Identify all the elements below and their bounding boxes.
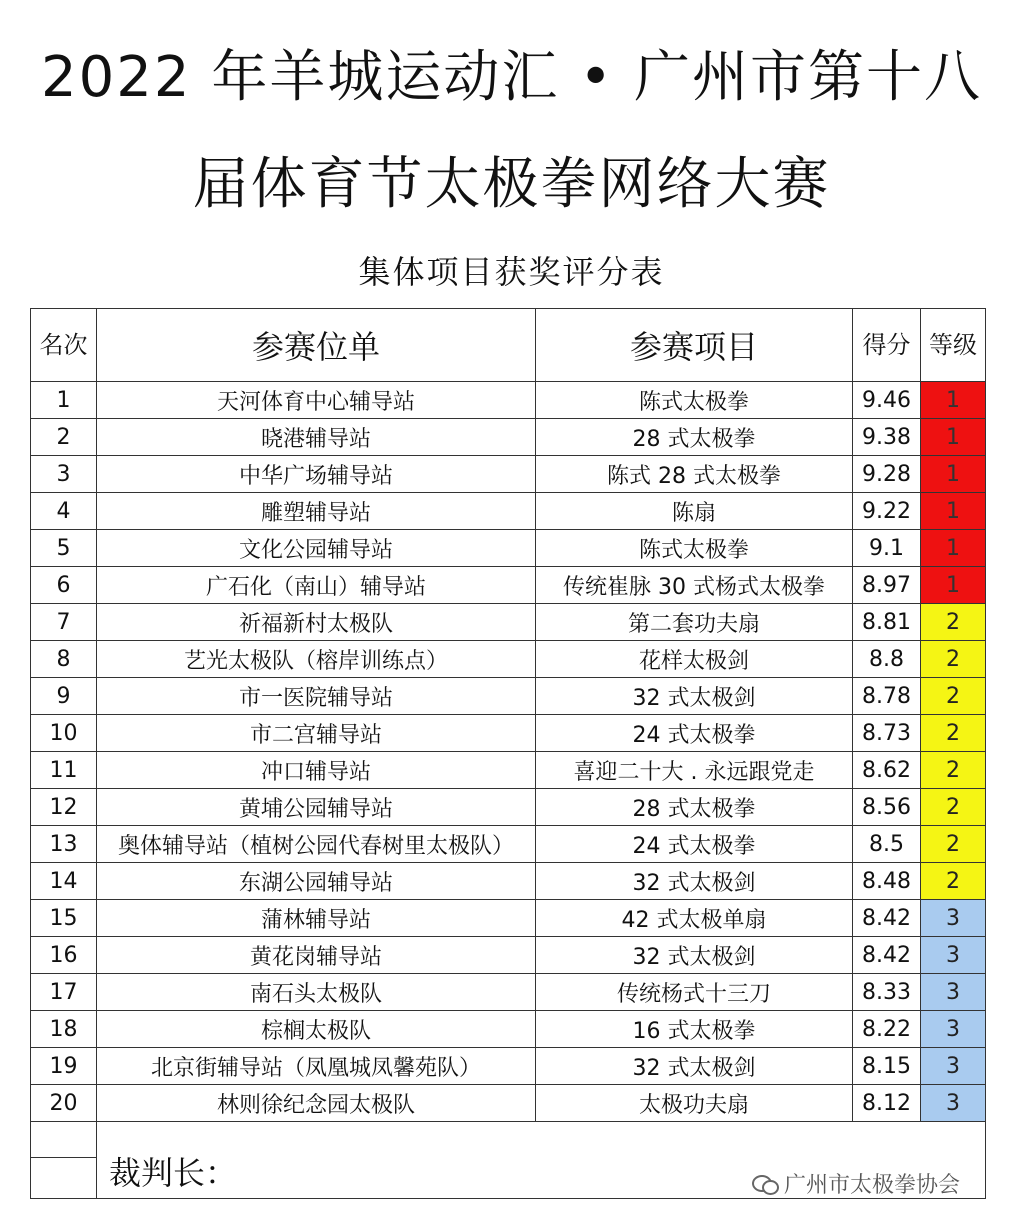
score-cell: 8.56 xyxy=(853,789,921,826)
unit-cell: 蒲林辅导站 xyxy=(97,900,536,937)
table-row xyxy=(31,752,986,789)
rank-cell: 18 xyxy=(31,1011,97,1048)
unit-cell: 南石头太极队 xyxy=(97,974,536,1011)
unit-cell: 林则徐纪念园太极队 xyxy=(97,1085,536,1122)
table-row xyxy=(31,567,986,604)
table-row xyxy=(31,900,986,937)
table-row xyxy=(31,789,986,826)
table-row xyxy=(31,604,986,641)
rank-cell: 10 xyxy=(31,715,97,752)
table-row xyxy=(31,715,986,752)
rank-cell: 7 xyxy=(31,604,97,641)
score-cell: 8.81 xyxy=(853,604,921,641)
grade-cell: 1 xyxy=(921,530,986,567)
rank-cell: 17 xyxy=(31,974,97,1011)
score-cell: 8.22 xyxy=(853,1011,921,1048)
grade-cell: 2 xyxy=(921,678,986,715)
grade-cell: 2 xyxy=(921,752,986,789)
rank-cell: 20 xyxy=(31,1085,97,1122)
grade-cell: 3 xyxy=(921,1011,986,1048)
event-cell: 传统杨式十三刀 xyxy=(536,974,853,1011)
score-cell: 8.62 xyxy=(853,752,921,789)
unit-cell: 奥体辅导站（植树公园代春树里太极队） xyxy=(97,826,536,863)
unit-cell: 晓港辅导站 xyxy=(97,419,536,456)
rank-cell: 16 xyxy=(31,937,97,974)
rank-cell: 11 xyxy=(31,752,97,789)
grade-cell: 1 xyxy=(921,419,986,456)
score-cell: 8.12 xyxy=(853,1085,921,1122)
unit-cell: 冲口辅导站 xyxy=(97,752,536,789)
unit-cell: 广石化（南山）辅导站 xyxy=(97,567,536,604)
footer-blank-cell xyxy=(31,1122,97,1199)
unit-cell: 祈福新村太极队 xyxy=(97,604,536,641)
grade-cell: 2 xyxy=(921,715,986,752)
unit-cell: 黄埔公园辅导站 xyxy=(97,789,536,826)
score-cell: 8.8 xyxy=(853,641,921,678)
document-subtitle: 集体项目获奖评分表 xyxy=(358,253,665,291)
score-cell: 9.28 xyxy=(853,456,921,493)
event-cell: 第二套功夫扇 xyxy=(536,604,853,641)
unit-cell: 棕榈太极队 xyxy=(97,1011,536,1048)
score-table xyxy=(30,308,986,1199)
score-cell: 8.73 xyxy=(853,715,921,752)
table-row xyxy=(31,863,986,900)
rank-cell: 12 xyxy=(31,789,97,826)
grade-cell: 2 xyxy=(921,604,986,641)
table-row xyxy=(31,974,986,1011)
unit-cell: 中华广场辅导站 xyxy=(97,456,536,493)
score-cell: 9.22 xyxy=(853,493,921,530)
grade-cell: 3 xyxy=(921,1048,986,1085)
event-cell: 32 式太极剑 xyxy=(536,1048,853,1085)
score-cell: 9.46 xyxy=(853,382,921,419)
rank-cell: 5 xyxy=(31,530,97,567)
event-cell: 陈式太极拳 xyxy=(536,530,853,567)
score-cell: 8.42 xyxy=(853,937,921,974)
table-row xyxy=(31,1085,986,1122)
grade-cell: 1 xyxy=(921,567,986,604)
grade-cell: 1 xyxy=(921,456,986,493)
table-row xyxy=(31,641,986,678)
score-cell: 8.78 xyxy=(853,678,921,715)
score-cell: 8.15 xyxy=(853,1048,921,1085)
rank-cell: 13 xyxy=(31,826,97,863)
event-cell: 传统崔脉 30 式杨式太极拳 xyxy=(536,567,853,604)
unit-cell: 天河体育中心辅导站 xyxy=(97,382,536,419)
header-rank: 名次 xyxy=(31,309,97,382)
unit-cell: 文化公园辅导站 xyxy=(97,530,536,567)
unit-cell: 雕塑辅导站 xyxy=(97,493,536,530)
event-cell: 花样太极剑 xyxy=(536,641,853,678)
table-row xyxy=(31,678,986,715)
grade-cell: 3 xyxy=(921,937,986,974)
rank-cell: 6 xyxy=(31,567,97,604)
header-unit: 参赛位单 xyxy=(97,309,536,382)
rank-cell: 8 xyxy=(31,641,97,678)
event-cell: 24 式太极拳 xyxy=(536,715,853,752)
table-header-row xyxy=(31,309,986,382)
grade-cell: 3 xyxy=(921,974,986,1011)
rank-cell: 4 xyxy=(31,493,97,530)
grade-cell: 2 xyxy=(921,641,986,678)
wechat-icon xyxy=(752,1173,778,1195)
document-title-line2: 届体育节太极拳网络大赛 xyxy=(192,152,831,217)
unit-cell: 市二宫辅导站 xyxy=(97,715,536,752)
grade-cell: 2 xyxy=(921,863,986,900)
event-cell: 陈式太极拳 xyxy=(536,382,853,419)
document-title-line1: 2022 年羊城运动汇 • 广州市第十八 xyxy=(41,45,982,110)
grade-cell: 2 xyxy=(921,826,986,863)
header-score: 得分 xyxy=(853,309,921,382)
rank-cell: 19 xyxy=(31,1048,97,1085)
unit-cell: 市一医院辅导站 xyxy=(97,678,536,715)
event-cell: 太极功夫扇 xyxy=(536,1085,853,1122)
event-cell: 陈式 28 式太极拳 xyxy=(536,456,853,493)
table-row xyxy=(31,826,986,863)
grade-cell: 1 xyxy=(921,382,986,419)
score-cell: 8.97 xyxy=(853,567,921,604)
event-cell: 陈扇 xyxy=(536,493,853,530)
table-row xyxy=(31,419,986,456)
table-row xyxy=(31,1048,986,1085)
unit-cell: 北京街辅导站（凤凰城凤馨苑队） xyxy=(97,1048,536,1085)
score-cell: 8.33 xyxy=(853,974,921,1011)
event-cell: 24 式太极拳 xyxy=(536,826,853,863)
watermark-text: 广州市太极拳协会 xyxy=(784,1173,961,1198)
grade-cell: 2 xyxy=(921,789,986,826)
rank-cell: 14 xyxy=(31,863,97,900)
score-cell: 8.42 xyxy=(853,900,921,937)
rank-cell: 9 xyxy=(31,678,97,715)
watermark xyxy=(752,1168,960,1199)
score-cell: 9.38 xyxy=(853,419,921,456)
rank-cell: 3 xyxy=(31,456,97,493)
table-row xyxy=(31,1011,986,1048)
chief-judge-label: 裁判长： xyxy=(97,1122,536,1199)
event-cell: 42 式太极单扇 xyxy=(536,900,853,937)
unit-cell: 艺光太极队（榕岸训练点） xyxy=(97,641,536,678)
grade-cell: 1 xyxy=(921,493,986,530)
header-grade: 等级 xyxy=(921,309,986,382)
event-cell: 28 式太极拳 xyxy=(536,789,853,826)
table-row xyxy=(31,493,986,530)
score-cell: 8.48 xyxy=(853,863,921,900)
grade-cell: 3 xyxy=(921,900,986,937)
rank-cell: 1 xyxy=(31,382,97,419)
event-cell: 32 式太极剑 xyxy=(536,678,853,715)
table-row xyxy=(31,530,986,567)
event-cell: 28 式太极拳 xyxy=(536,419,853,456)
unit-cell: 黄花岗辅导站 xyxy=(97,937,536,974)
unit-cell: 东湖公园辅导站 xyxy=(97,863,536,900)
event-cell: 32 式太极剑 xyxy=(536,863,853,900)
table-row xyxy=(31,456,986,493)
event-cell: 32 式太极剑 xyxy=(536,937,853,974)
rank-cell: 2 xyxy=(31,419,97,456)
table-row xyxy=(31,937,986,974)
event-cell: 16 式太极拳 xyxy=(536,1011,853,1048)
score-cell: 9.1 xyxy=(853,530,921,567)
header-event: 参赛项目 xyxy=(536,309,853,382)
event-cell: 喜迎二十大 . 永远跟党走 xyxy=(536,752,853,789)
grade-cell: 3 xyxy=(921,1085,986,1122)
score-cell: 8.5 xyxy=(853,826,921,863)
table-row xyxy=(31,382,986,419)
rank-cell: 15 xyxy=(31,900,97,937)
